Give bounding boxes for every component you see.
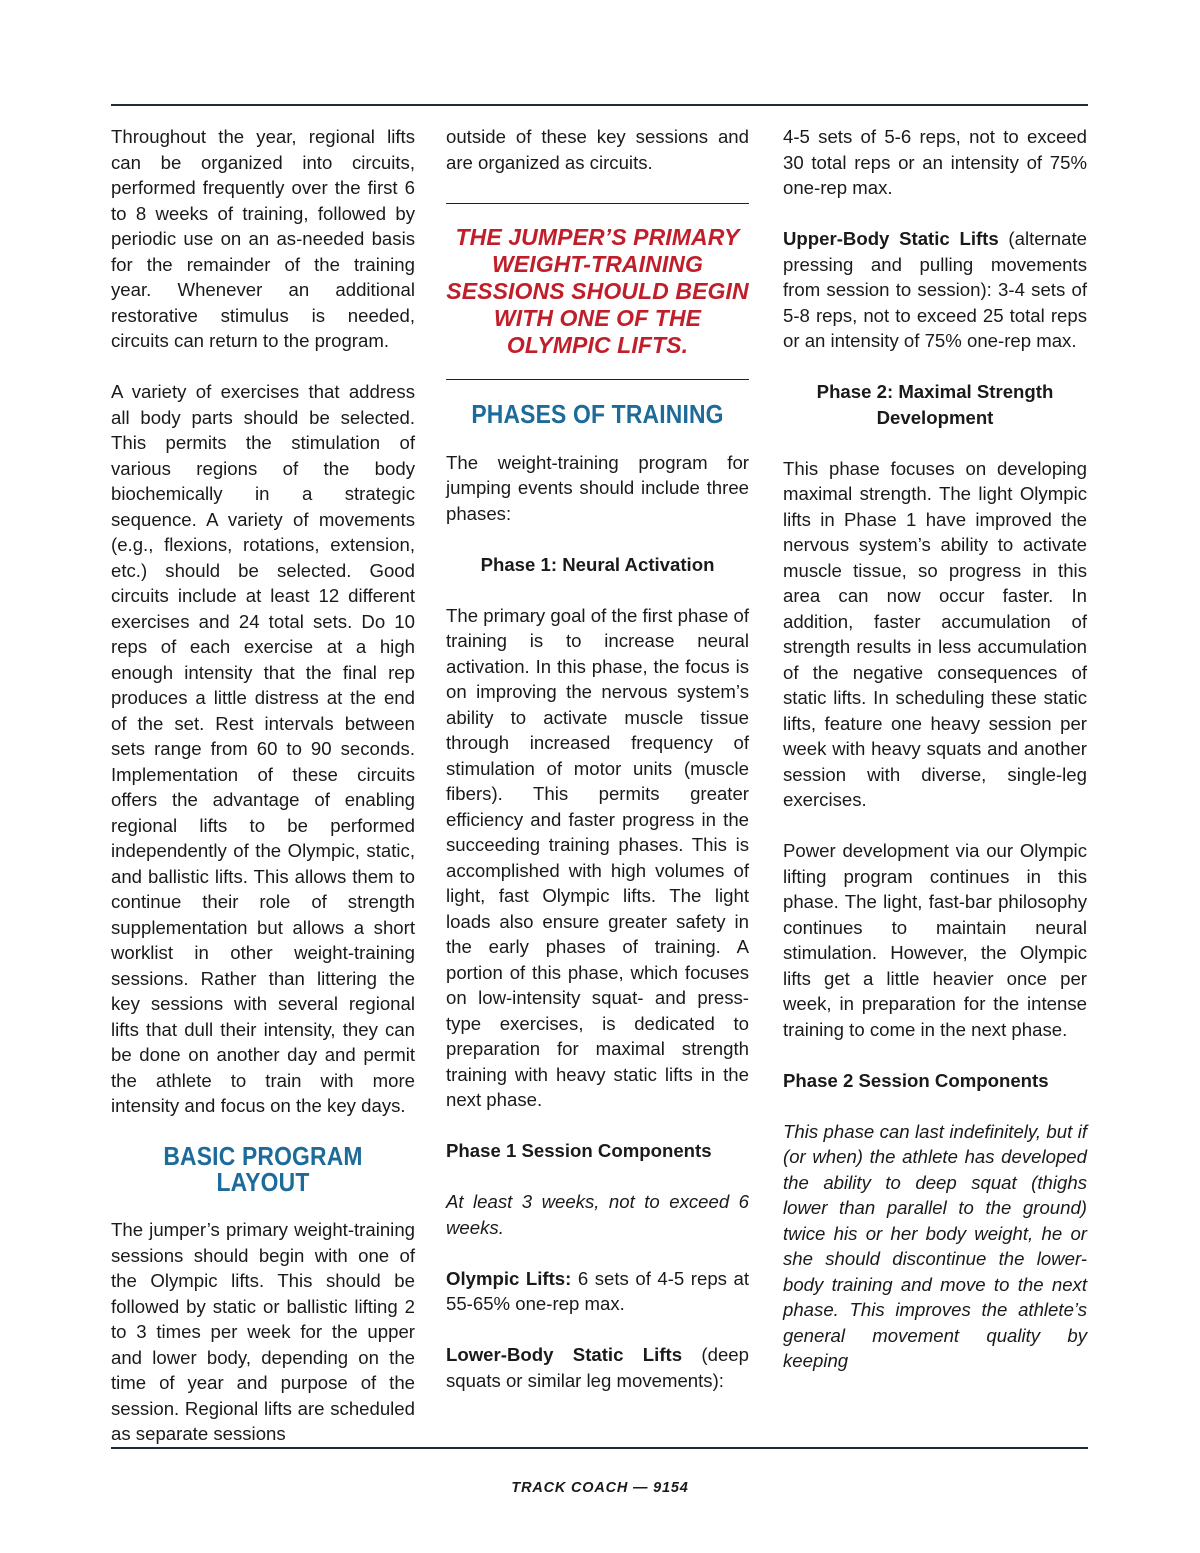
column-2 (446, 124, 749, 1393)
subheading-phase-2 (783, 379, 1087, 430)
bottom-rule (111, 1447, 1088, 1449)
paragraph: outside of these key sessions and are organized as circuits. (446, 126, 749, 173)
pullquote: THE JUMPER’S PRIMARY WEIGHT-TRAINING SESSIONS SHOULD BEGIN WITH ONE OF THE OLYMPIC LIFTS. (446, 224, 749, 358)
column-1 (111, 124, 415, 1447)
pullquote-top-rule (446, 203, 749, 204)
subheading-phase-2-line2: Development (876, 406, 994, 428)
subheading-phase-1-components: Phase 1 Session Components (446, 1140, 712, 1161)
olympic-lifts-text: 6 sets of 4-5 reps at 55-65% one-rep max. (446, 1267, 749, 1314)
paragraph: A variety of exercises that address all body parts should be selected. This permits the stimulation of various regions of the body biochemically in a strategic sequence. A variety of movements (e.g., flexions, rotations, extension, etc.) should be selected. Good circuits include at least 12 different exercises and 24 total sets. Do 10 reps of each exercise at a high enough intensity that the final rep produces a little distress at the end of the set. Rest intervals between sets range from 60 to 90 seconds. Implementation of these circuits offers the advantage of enabling regional lifts to be performed independently of the Olympic, static, and ballistic lifts. This allows them to continue their role of strength supplementation but allows a short worklist in other weight-training sessions. Rather than littering the key sessions with several regional lifts that dull their intensity, they can be done on another day and permit the athlete to train with more intensity and focus on the key days. (111, 381, 415, 1116)
paragraph: The primary goal of the first phase of training is to increase neural activation. In this phase, the focus is on improving the nervous system’s ability to activate muscle tissue through increased frequency of stimulation of motor units (muscle fibers). This permits greater efficiency and faster progress in the succeeding training phases. This is accomplished with high volumes of light, fast Olympic lifts. The light loads also ensure greater safety in the early phases of training. A portion of this phase, which focuses on low-intensity squat- and press-type exercises, is dedicated to preparation for maximal strength training with heavy static lifts in the next phase. (446, 604, 749, 1110)
lower-body-item (446, 1342, 749, 1393)
subheading-phase-2-components: Phase 2 Session Components (783, 1069, 1049, 1091)
upper-body-label: Upper-Body Static Lifts (783, 228, 999, 249)
paragraph: The jumper’s primary weight-training sessions should begin with one of the Olympic lifts. This should be followed by static or ballistic lifting 2 to 3 times per week for the upper and lower body, depending on the time of year and purpose of the session. Regional lifts are scheduled as separate sessions (111, 1219, 415, 1444)
paragraph: Power development via our Olympic lifting program continues in this phase. The light, fast-bar philosophy continues to maintain neural stimulation. However, the Olympic lifts get a little heavier once per week, in preparation for the intense training to come in the next phase. (783, 840, 1087, 1040)
page-footer: TRACK COACH — 9154 (511, 1480, 689, 1496)
paragraph: Throughout the year, regional lifts can be organized into circuits, performed frequently over the first 6 to 8 weeks of training, followed by periodic use on an as-needed basis for the remainder of the training year. Whenever an additional restorative stimulus is needed, circuits can return to the program. (111, 126, 415, 351)
paragraph: This phase focuses on developing maximal strength. The light Olympic lifts in Phase 1 have improved the nervous system’s ability to activate muscle tissue, so progress in this area can now occur faster. In addition, faster accumulation of strength results in less accumulation of the negative consequences of static lifts. In scheduling these static lifts, feature one heavy session per week with heavy squats and another session with diverse, single-leg exercises. (783, 457, 1087, 810)
section-heading-phases-of-training: PHASES OF TRAINING (471, 399, 724, 429)
olympic-lifts-item (446, 1266, 749, 1317)
subheading-phase-2-line1: Phase 2: Maximal Strength (816, 381, 1054, 402)
paragraph: 4-5 sets of 5-6 reps, not to exceed 30 total reps or an intensity of 75% one-rep max. (783, 126, 1087, 198)
upper-body-text: (alternate pressing and pulling movements from session to session): 3-4 sets of 5-8 reps, not to exceed 25 total reps or an intensity of 75% one-rep max. (783, 228, 1087, 351)
paragraph: This phase can last indefinitely, but if (or when) the athlete has developed the ability to deep squat (thighs lower than parallel to the ground) twice his or her body weight, he or she should discontinue the lower-body training and move to the next phase. This improves the athlete’s general movement quality by keeping (783, 1120, 1087, 1371)
column-3 (783, 124, 1087, 1374)
upper-body-item (783, 226, 1087, 354)
lower-body-label: Lower-Body Static Lifts (446, 1344, 683, 1365)
duration-note: At least 3 weeks, not to exceed 6 weeks. (446, 1191, 749, 1238)
subheading-phase-1: Phase 1: Neural Activation (480, 553, 715, 575)
paragraph: The weight-training program for jumping events should include three phases: (446, 451, 749, 524)
section-heading-basic-program-layout: BASIC PROGRAM LAYOUT (163, 1141, 363, 1197)
olympic-lifts-label: Olympic Lifts: (446, 1267, 572, 1289)
top-rule (111, 104, 1088, 106)
pullquote-bottom-rule (446, 379, 749, 380)
lower-body-text: (deep squats or similar leg movements): (446, 1344, 749, 1391)
